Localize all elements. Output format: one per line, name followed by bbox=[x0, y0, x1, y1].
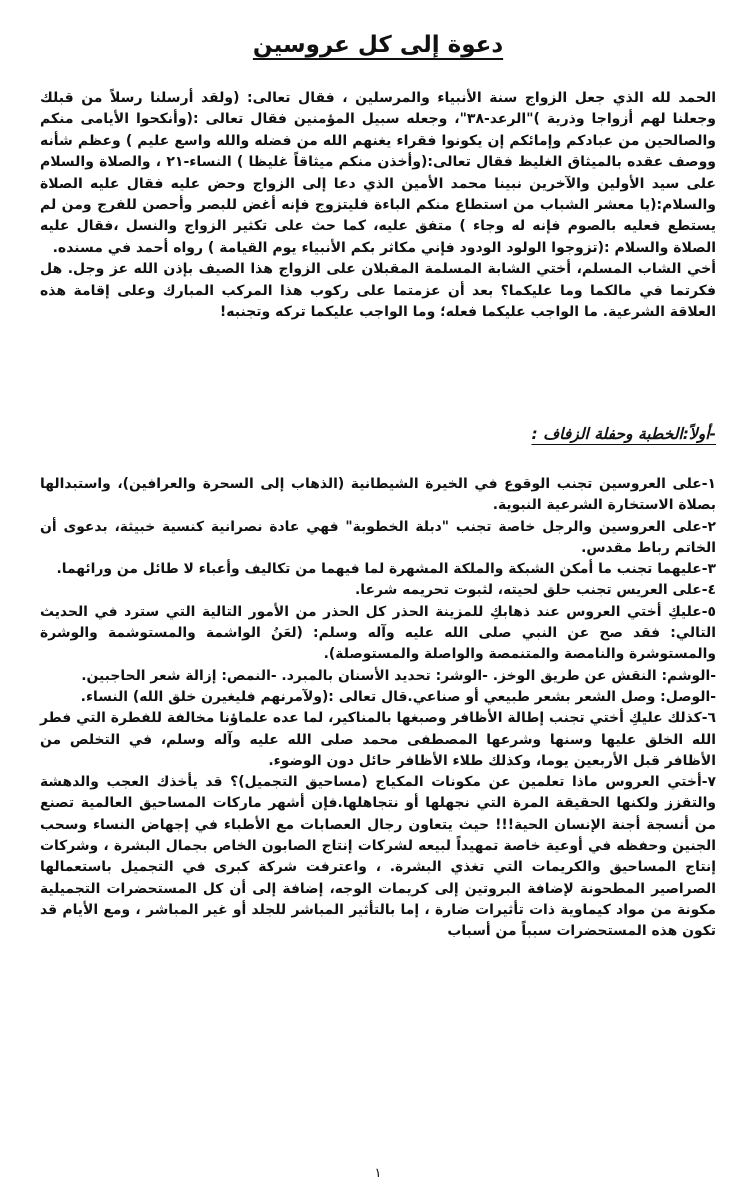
intro-paragraph: الحمد لله الذي جعل الزواج سنة الأنبياء والمرسلين ، فقال تعالى: (ولقد أرسلنا رسلاً من قبلك وجعلنا لهم أزواجا وذرية )"الرعد-٣٨"، وجعله سبيل المؤمنين فقال تعالى :(وأنكحوا الأيامى منكم والصالحين من عبادكم وإمائكم إن يكونوا فقراء يغنهم الله من فضله والله واسع عليم ) وعظم شأنه ووصف عقده بالميثاق الغليظ فقال تعالى:(وأخذن منكم ميثاقاً غليظا ) النساء-٢١ ، والصلاة والسلام على سيد الأولين والآخرين نبينا محمد الأمين الذي دعا إلى الزواج وحض عليه فقال عليه الصلاة والسلام:(يا معشر الشباب من استطاع منكم الباءة فليتزوج فإنه أغض للبصر وأحصن للفرج ومن لم يستطع فعليه بالصوم فإنه له وجاء ) متفق عليه، كما حث على تكثير الزواج والنسل ،فقال عليه الصلاة والسلام :(تزوجوا الولود الودود فإني مكاثر بكم الأنبياء يوم القيامة ) رواه أحمد في مسنده. bbox=[40, 90, 717, 256]
list-item: ٧-أختي العروس ماذا تعلمين عن مكونات المكياج (مساحيق التجميل)؟ قد يأخذك العجب والدهشة والتقزز ولكنها الحقيقة المرة التي نجهلها أو نتجاهلها.فإن أشهر ماركات المساحيق العالمية تصنع من أنسجة أجنة الإنسان الحية!!! حيث يتعاون رجال العصابات مع الأطباء في إجهاض النساء وسحب الجنين وحفظه في أوعية خاصة تمهيداً لبيعه لشركات إنتاج الصابون الخاص بجمال البشرة ، وشركات إنتاج المساحيق والكريمات التي تغذي البشرة. ، واعترفت شركة كبرى في التجميل باستعمالها الصراصير المطحونة لإضافة البروتين إلى كريمات الوجه، إضافة إلى أن كل المستحضرات التجميلية مكونة من مواد كيماوية ذات تأثيرات ضارة ، إما بالتأثير المباشر للجلد أو غير المباشر ، ومع الأيام قد تكون هذه المستحضرات سبباً من أسباب bbox=[40, 774, 716, 940]
list-item: -الوصل: وصل الشعر بشعر طبيعي أو صناعي.قال تعالى :(ولآمرنهم فليغيرن خلق الله) النساء. bbox=[80, 688, 716, 705]
page-number: ١ bbox=[374, 1166, 382, 1181]
list-item: ٤-على العريس تجنب حلق لحيته، لثبوت تحريمه شرعا. bbox=[354, 582, 716, 599]
list-item: -الوشم: النقش عن طريق الوخز. -الوشر: تحديد الأسنان بالمبرد. -النمص: إزالة شعر الحاجبين. bbox=[81, 667, 716, 684]
list-item: ٣-عليهما تجنب ما أمكن الشبكة والملكة المشهرة لما فيهما من تكاليف وأعباء لا طائل من ورائهما. bbox=[56, 561, 716, 578]
list-item: ٦-كذلك عليكِ أختي تجنب إطالة الأظافر وصبغها بالمناكير، لما عده علماؤنا مخالفة للفطرة التي فطر الله الخلق عليها وسنها وشرعها المصطفى محمد صلى الله عليه وآله وسلم، في التخلص من الأظافر قبل الأربعين يوما، وكذلك طلاء الأظافر حائل دون الوضوء. bbox=[40, 710, 716, 769]
page-title: دعوة إلى كل عروسين bbox=[252, 32, 504, 58]
list-item: ٢-على العروسين والرجل خاصة تجنب "دبلة الخطوبة" فهي عادة نصرانية كنسية خبيثة، بدعوى أن الخاتم رباط مقدس. bbox=[40, 518, 716, 556]
section-heading: -أولاً:الخطبة وحفلة الزفاف : bbox=[531, 425, 716, 443]
list-item: ٥-عليكِ أختي العروس عند ذهابكِ للمزينة الحذر كل الحذر من الأمور التالية التي سترد في الحديث التالي: فقد صح عن النبي صلى الله عليه وآله وسلم: (لعَنُ الواشمة والمستوشمة والوشرة والمستوشرة والنامصة والمتنمصة والواصلة والمستوصلة). bbox=[40, 603, 716, 663]
list-item: ١-على العروسين تجنب الوقوع في الخيرة الشيطانية (الذهاب إلى السحرة والعرافين)، واستبدالها بصلاة الاستخارة الشرعية النبوية. bbox=[40, 476, 716, 514]
intro-paragraph: أخي الشاب المسلم، أختي الشابة المسلمة المقبلان على الزواج هذا الصيف بإذن الله عز وجل. هل فكرتما في مالكما وما عليكما؟ بعد أن عزمتما على ركوب هذا المركب المبارك وعلى إقامة هذه العلاقة الشرعية. ما الواجب عليكما فعله؛ وما الواجب عليكما تركه وتجنبه! bbox=[40, 261, 716, 321]
advice-list bbox=[40, 474, 716, 943]
intro-body bbox=[40, 88, 716, 323]
